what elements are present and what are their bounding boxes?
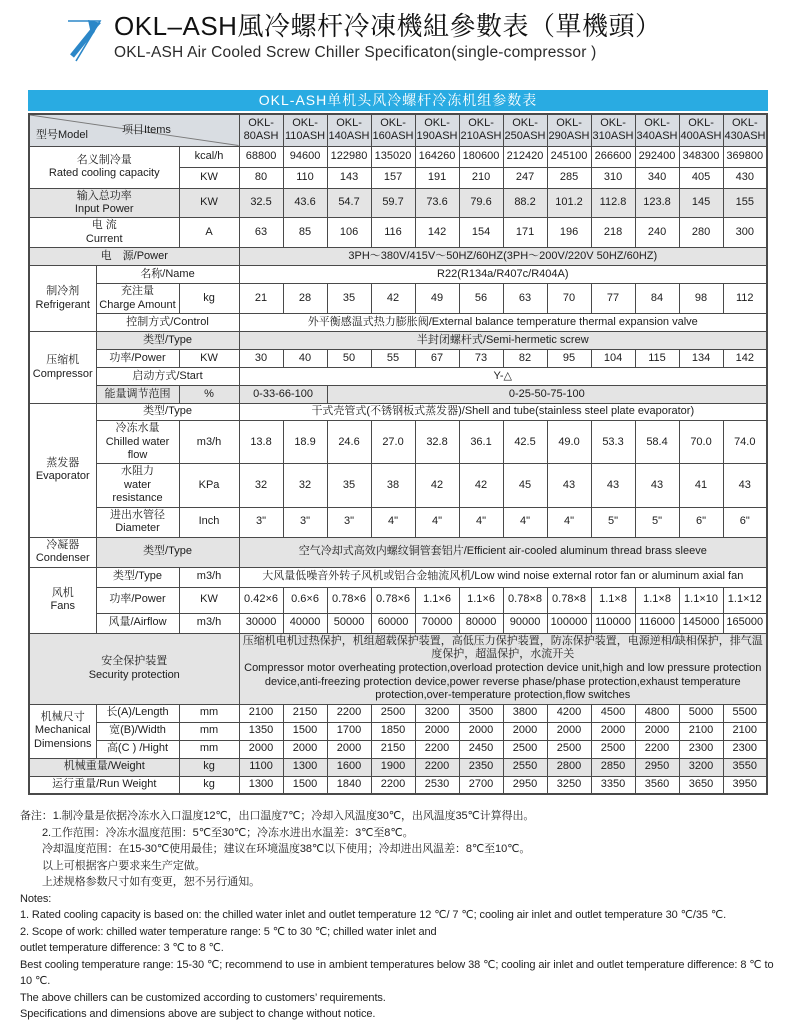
value-cell: 70.0 — [679, 421, 723, 464]
note-line: The above chillers can be customized according to customers’ requirements. — [20, 991, 386, 1004]
model-header-cell: OKL- 310ASH — [591, 114, 635, 146]
value-cell: 1600 — [327, 758, 371, 776]
value-cell: 4" — [371, 507, 415, 537]
unit-cell: mm — [179, 722, 239, 740]
value-cell: 165000 — [723, 613, 767, 633]
merged-value-cell: R22(R134a/R407c/R404A) — [239, 266, 767, 284]
group-cell: 冷凝器 Condenser — [29, 537, 96, 567]
value-cell: 3" — [327, 507, 371, 537]
note-line: 以上可根据客户要求来生产定做。 — [42, 859, 206, 872]
model-header-cell: OKL- 160ASH — [371, 114, 415, 146]
value-cell: 43 — [635, 464, 679, 507]
row-label-cell: 输入总功率 Input Power — [29, 188, 179, 218]
value-cell: 50000 — [327, 613, 371, 633]
value-cell: 2200 — [327, 704, 371, 722]
value-cell: 116000 — [635, 613, 679, 633]
row-label-cell: 功率/Power — [96, 587, 179, 613]
value-cell: 2100 — [723, 722, 767, 740]
value-cell: 2500 — [371, 704, 415, 722]
value-cell: 2950 — [635, 758, 679, 776]
value-cell: 30000 — [239, 613, 283, 633]
row-label-cell: 启动方式/Start — [96, 368, 239, 386]
model-header-cell: OKL- 400ASH — [679, 114, 723, 146]
value-cell: 0.78×6 — [327, 587, 371, 613]
model-header-cell: OKL- 250ASH — [503, 114, 547, 146]
unit-cell: mm — [179, 704, 239, 722]
value-cell: 155 — [723, 188, 767, 218]
value-cell: 85 — [283, 218, 327, 248]
value-cell: 145 — [679, 188, 723, 218]
value-cell: 4200 — [547, 704, 591, 722]
model-header-cell: OKL- 210ASH — [459, 114, 503, 146]
value-cell: 42 — [371, 284, 415, 314]
unit-cell: kg — [179, 758, 239, 776]
unit-cell: m3/h — [179, 613, 239, 633]
note-line: 2. Scope of work: chilled water temperature range: 5 ℃ to 30 ℃; chilled water inlet and — [20, 925, 437, 938]
unit-cell: A — [179, 218, 239, 248]
value-cell: 28 — [283, 284, 327, 314]
value-cell: 2150 — [371, 740, 415, 758]
value-cell: 2000 — [591, 722, 635, 740]
value-cell: 3350 — [591, 776, 635, 794]
value-cell: 38 — [371, 464, 415, 507]
value-cell: 2500 — [547, 740, 591, 758]
model-items-corner-cell — [29, 114, 239, 146]
value-cell: 280 — [679, 218, 723, 248]
value-cell: 49 — [415, 284, 459, 314]
value-cell: 32.8 — [415, 421, 459, 464]
page-title: OKL–ASH風冷螺杆冷凍機組參數表（單機頭） — [114, 11, 662, 41]
value-cell: 40000 — [283, 613, 327, 633]
unit-cell: KW — [179, 167, 239, 188]
model-header-cell: OKL- 110ASH — [283, 114, 327, 146]
value-cell: 135020 — [371, 146, 415, 167]
value-cell: 4" — [415, 507, 459, 537]
value-cell: 134 — [679, 350, 723, 368]
merged-value-cell: 3PH～380V/415V～50HZ/60HZ(3PH～200V/220V 50HZ/60HZ) — [239, 248, 767, 266]
value-cell: 1.1×6 — [415, 587, 459, 613]
model-header-cell: OKL- 190ASH — [415, 114, 459, 146]
value-cell: 300 — [723, 218, 767, 248]
unit-cell: kg — [179, 776, 239, 794]
value-cell: 106 — [327, 218, 371, 248]
value-cell: 2000 — [239, 740, 283, 758]
group-cell: 风机 Fans — [29, 567, 96, 633]
row-label-cell: 功率/Power — [96, 350, 179, 368]
value-cell: 35 — [327, 284, 371, 314]
value-cell: 2500 — [591, 740, 635, 758]
value-cell: 2450 — [459, 740, 503, 758]
value-cell: 2000 — [635, 722, 679, 740]
value-cell: 5500 — [723, 704, 767, 722]
value-cell: 1100 — [239, 758, 283, 776]
unit-cell: kcal/h — [179, 146, 239, 167]
value-cell: 84 — [635, 284, 679, 314]
value-cell: 405 — [679, 167, 723, 188]
value-cell: 122980 — [327, 146, 371, 167]
value-cell: 3650 — [679, 776, 723, 794]
value-cell: 0.78×8 — [503, 587, 547, 613]
value-cell: 2550 — [503, 758, 547, 776]
value-cell: 95 — [547, 350, 591, 368]
row-label-cell: 类型/Type — [96, 567, 179, 587]
value-cell: 196 — [547, 218, 591, 248]
row-label-cell: 电 流 Current — [29, 218, 179, 248]
value-cell: 1700 — [327, 722, 371, 740]
value-cell: 94600 — [283, 146, 327, 167]
value-cell: 5" — [591, 507, 635, 537]
model-header-cell: OKL- 290ASH — [547, 114, 591, 146]
value-cell: 53.3 — [591, 421, 635, 464]
unit-cell: Inch — [179, 507, 239, 537]
arrow-up-right-icon — [64, 14, 106, 64]
value-cell: 2350 — [459, 758, 503, 776]
value-cell: 210 — [459, 167, 503, 188]
value-cell: 2200 — [415, 740, 459, 758]
value-cell: 1.1×8 — [591, 587, 635, 613]
row-label-cell: 宽(B)/Width — [96, 722, 179, 740]
unit-cell: KW — [179, 587, 239, 613]
value-cell: 13.8 — [239, 421, 283, 464]
unit-cell: mm — [179, 740, 239, 758]
title-block — [114, 10, 661, 62]
value-cell: 1.1×6 — [459, 587, 503, 613]
note-line: 上述规格参数尺寸如有变更，恕不另行通知。 — [42, 876, 260, 889]
row-label-cell: 类型/Type — [96, 537, 239, 567]
value-cell: 1350 — [239, 722, 283, 740]
value-cell: 3560 — [635, 776, 679, 794]
row-label-cell: 类型/Type — [96, 332, 239, 350]
value-cell: 58.4 — [635, 421, 679, 464]
value-cell: 5" — [635, 507, 679, 537]
value-cell: 54.7 — [327, 188, 371, 218]
value-cell: 240 — [635, 218, 679, 248]
value-cell: 2800 — [547, 758, 591, 776]
security-text: 压缩机电机过热保护，机组超载保护装置，高低压力保护装置，防冻保护装置，电源逆相/缺相保护，排气温度保护，超温保护，水流开关 Compressor motor overheating protection,overload protection device unit,high and low pressure protection device,anti-freezing protection device,power reverse phase/phase protection,exhaust temperature protection,over-temperature protection,flow switches — [239, 633, 767, 704]
value-cell: 0.78×8 — [547, 587, 591, 613]
value-cell: 2000 — [415, 722, 459, 740]
row-label-cell: 进出水管径 Diameter — [96, 507, 179, 537]
row-label-cell: 名义制冷量 Rated cooling capacity — [29, 146, 179, 188]
value-cell: 142 — [415, 218, 459, 248]
value-cell: 2200 — [415, 758, 459, 776]
value-cell: 4" — [503, 507, 547, 537]
spec-table — [28, 113, 768, 795]
value-cell: 1840 — [327, 776, 371, 794]
merged-value-cell: Y-△ — [239, 368, 767, 386]
group-cell: 压缩机 Compressor — [29, 332, 96, 404]
value-cell: 3250 — [547, 776, 591, 794]
value-cell: 2150 — [283, 704, 327, 722]
value-cell: 1500 — [283, 722, 327, 740]
merged-value-cell: 大风量低噪音外转子风机或铝合金轴流风机/Low wind noise external rotor fan or aluminum axial fan — [239, 567, 767, 587]
value-cell: 116 — [371, 218, 415, 248]
value-cell: 2300 — [723, 740, 767, 758]
value-cell: 115 — [635, 350, 679, 368]
value-cell: 59.7 — [371, 188, 415, 218]
page-subtitle: OKL-ASH Air Cooled Screw Chiller Specificaton(single-compressor ) — [114, 43, 597, 61]
row-label-cell: 运行重量/Run Weight — [29, 776, 179, 794]
model-header-cell: OKL- 140ASH — [327, 114, 371, 146]
value-cell: 157 — [371, 167, 415, 188]
value-cell: 1500 — [283, 776, 327, 794]
value-cell: 74.0 — [723, 421, 767, 464]
value-cell: 24.6 — [327, 421, 371, 464]
value-cell: 68800 — [239, 146, 283, 167]
value-cell: 191 — [415, 167, 459, 188]
value-cell: 1.1×12 — [723, 587, 767, 613]
value-cell: 3500 — [459, 704, 503, 722]
value-cell: 56 — [459, 284, 503, 314]
value-cell: 3200 — [679, 758, 723, 776]
value-cell: 90000 — [503, 613, 547, 633]
value-cell: 3550 — [723, 758, 767, 776]
value-cell: 266600 — [591, 146, 635, 167]
model-header-cell: OKL- 430ASH — [723, 114, 767, 146]
value-cell: 110000 — [591, 613, 635, 633]
value-cell: 43 — [591, 464, 635, 507]
value-cell: 55 — [371, 350, 415, 368]
row-label-cell: 冷冻水量 Chilled water flow — [96, 421, 179, 464]
value-cell: 3200 — [415, 704, 459, 722]
note-line: 备注：1.制冷量是依据冷冻水入口温度12℃，出口温度7℃；冷却入风温度30℃，出风温度35℃计算得出。 — [20, 810, 535, 823]
value-cell: 18.9 — [283, 421, 327, 464]
value-cell: 1900 — [371, 758, 415, 776]
value-cell: 80 — [239, 167, 283, 188]
value-cell: 5000 — [679, 704, 723, 722]
value-cell: 245100 — [547, 146, 591, 167]
value-cell: 285 — [547, 167, 591, 188]
value-cell: 430 — [723, 167, 767, 188]
value-cell: 2500 — [503, 740, 547, 758]
items-label: 项目Items — [122, 124, 171, 136]
value-cell: 32 — [239, 464, 283, 507]
note-line: Best cooling temperature range: 15-30 ℃; recommend to use in ambient temperatures below 38 ℃; cooling air inlet and outlet temperature difference: 8 ℃ to 10 ℃. — [20, 958, 774, 988]
value-cell: 63 — [503, 284, 547, 314]
value-cell: 2200 — [635, 740, 679, 758]
value-cell: 41 — [679, 464, 723, 507]
unit-cell: KPa — [179, 464, 239, 507]
value-cell: 2000 — [459, 722, 503, 740]
value-cell: 171 — [503, 218, 547, 248]
value-cell: 164260 — [415, 146, 459, 167]
value-cell: 43 — [547, 464, 591, 507]
note-line: 1. Rated cooling capacity is based on: the chilled water inlet and outlet temperature 12 ℃/ 7 ℃; cooling air inlet and outlet temperature 30 ℃/35 ℃. — [20, 909, 727, 922]
value-cell: 32 — [283, 464, 327, 507]
page-header — [0, 0, 790, 82]
group-cell: 蒸发器 Evaporator — [29, 404, 96, 537]
model-label: 型号Model — [36, 129, 88, 142]
value-cell: 348300 — [679, 146, 723, 167]
split-value-cell: 0-33-66-100 — [239, 386, 327, 404]
value-cell: 77 — [591, 284, 635, 314]
value-cell: 154 — [459, 218, 503, 248]
row-label-cell: 长(A)/Length — [96, 704, 179, 722]
value-cell: 1.1×10 — [679, 587, 723, 613]
value-cell: 180600 — [459, 146, 503, 167]
value-cell: 2200 — [371, 776, 415, 794]
value-cell: 340 — [635, 167, 679, 188]
row-label-cell: 控制方式/Control — [96, 314, 239, 332]
value-cell: 3" — [283, 507, 327, 537]
unit-cell: % — [179, 386, 239, 404]
value-cell: 143 — [327, 167, 371, 188]
value-cell: 43 — [723, 464, 767, 507]
value-cell: 142 — [723, 350, 767, 368]
value-cell: 60000 — [371, 613, 415, 633]
value-cell: 292400 — [635, 146, 679, 167]
value-cell: 369800 — [723, 146, 767, 167]
value-cell: 63 — [239, 218, 283, 248]
row-label-cell: 充注量 Charge Amount — [96, 284, 179, 314]
value-cell: 2300 — [679, 740, 723, 758]
value-cell: 2700 — [459, 776, 503, 794]
value-cell: 40 — [283, 350, 327, 368]
value-cell: 80000 — [459, 613, 503, 633]
note-line: outlet temperature difference: 3 ℃ to 8 ℃. — [20, 942, 224, 955]
merged-value-cell: 空气冷却式高效内螺纹铜管套铝片/Efficient air-cooled aluminum thread brass sleeve — [239, 537, 767, 567]
value-cell: 73 — [459, 350, 503, 368]
value-cell: 49.0 — [547, 421, 591, 464]
note-line: Notes: — [20, 892, 52, 905]
value-cell: 42 — [459, 464, 503, 507]
value-cell: 36.1 — [459, 421, 503, 464]
value-cell: 50 — [327, 350, 371, 368]
value-cell: 2850 — [591, 758, 635, 776]
merged-value-cell: 外平衡感温式热力膨胀阀/External balance temperature thermal expansion valve — [239, 314, 767, 332]
value-cell: 42 — [415, 464, 459, 507]
value-cell: 123.8 — [635, 188, 679, 218]
value-cell: 27.0 — [371, 421, 415, 464]
value-cell: 212420 — [503, 146, 547, 167]
value-cell: 1850 — [371, 722, 415, 740]
group-cell: 制冷剂 Refrigerant — [29, 266, 96, 332]
value-cell: 3950 — [723, 776, 767, 794]
model-header-cell: OKL- 340ASH — [635, 114, 679, 146]
value-cell: 4" — [459, 507, 503, 537]
value-cell: 6" — [679, 507, 723, 537]
value-cell: 1300 — [283, 758, 327, 776]
value-cell: 1.1×8 — [635, 587, 679, 613]
merged-value-cell: 半封闭螺杆式/Semi-hermetic screw — [239, 332, 767, 350]
value-cell: 0.78×6 — [371, 587, 415, 613]
value-cell: 70 — [547, 284, 591, 314]
row-label-cell: 机械重量/Weight — [29, 758, 179, 776]
value-cell: 100000 — [547, 613, 591, 633]
value-cell: 104 — [591, 350, 635, 368]
value-cell: 79.6 — [459, 188, 503, 218]
value-cell: 110 — [283, 167, 327, 188]
value-cell: 3" — [239, 507, 283, 537]
row-label-cell: 能量调节范围 — [96, 386, 179, 404]
value-cell: 2100 — [239, 704, 283, 722]
group-cell: 机械尺寸 Mechanical Dimensions — [29, 704, 96, 758]
value-cell: 70000 — [415, 613, 459, 633]
value-cell: 98 — [679, 284, 723, 314]
value-cell: 82 — [503, 350, 547, 368]
value-cell: 2000 — [283, 740, 327, 758]
value-cell: 2100 — [679, 722, 723, 740]
value-cell: 4" — [547, 507, 591, 537]
row-label-cell: 安全保护装置 Security protection — [29, 633, 239, 704]
value-cell: 2000 — [327, 740, 371, 758]
value-cell: 145000 — [679, 613, 723, 633]
merged-value-cell: 干式壳管式(不锈钢板式蒸发器)/Shell and tube(stainless steel plate evaporator) — [239, 404, 767, 421]
value-cell: 218 — [591, 218, 635, 248]
value-cell: 310 — [591, 167, 635, 188]
value-cell: 88.2 — [503, 188, 547, 218]
value-cell: 4800 — [635, 704, 679, 722]
value-cell: 2000 — [547, 722, 591, 740]
unit-cell: KW — [179, 188, 239, 218]
value-cell: 2000 — [503, 722, 547, 740]
model-header-cell: OKL- 80ASH — [239, 114, 283, 146]
note-line: 2.工作范围：冷冻水温度范围：5℃至30℃；冷冻水进出水温差：3℃至8℃。 — [42, 826, 414, 839]
value-cell: 35 — [327, 464, 371, 507]
value-cell: 32.5 — [239, 188, 283, 218]
value-cell: 4500 — [591, 704, 635, 722]
value-cell: 21 — [239, 284, 283, 314]
value-cell: 0.42×6 — [239, 587, 283, 613]
value-cell: 0.6×6 — [283, 587, 327, 613]
unit-cell: KW — [179, 350, 239, 368]
value-cell: 247 — [503, 167, 547, 188]
value-cell: 1300 — [239, 776, 283, 794]
unit-cell: m3/h — [179, 421, 239, 464]
note-line: Specifications and dimensions above are subject to change without notice. — [20, 1008, 376, 1021]
notes — [20, 808, 782, 1023]
value-cell: 30 — [239, 350, 283, 368]
row-label-cell: 高(C ) /Hight — [96, 740, 179, 758]
value-cell: 101.2 — [547, 188, 591, 218]
value-cell: 2530 — [415, 776, 459, 794]
value-cell: 42.5 — [503, 421, 547, 464]
table-banner: OKL-ASH单机头风冷螺杆冷冻机组参数表 — [28, 90, 768, 111]
value-cell: 6" — [723, 507, 767, 537]
row-label-cell: 风量/Airflow — [96, 613, 179, 633]
value-cell: 3800 — [503, 704, 547, 722]
value-cell: 45 — [503, 464, 547, 507]
split-value-cell: 0-25-50-75-100 — [327, 386, 767, 404]
value-cell: 2950 — [503, 776, 547, 794]
row-label-cell: 名称/Name — [96, 266, 239, 284]
value-cell: 67 — [415, 350, 459, 368]
value-cell: 112 — [723, 284, 767, 314]
unit-cell: m3/h — [179, 567, 239, 587]
note-line: 冷却温度范围：在15-30℃使用最佳；建议在环境温度38℃以下使用；冷却进出风温差：8℃至10℃。 — [42, 843, 531, 856]
row-label-cell: 电 源/Power — [29, 248, 239, 266]
value-cell: 43.6 — [283, 188, 327, 218]
row-label-cell: 水阻力 water resistance — [96, 464, 179, 507]
unit-cell: kg — [179, 284, 239, 314]
value-cell: 112.8 — [591, 188, 635, 218]
row-label-cell: 类型/Type — [96, 404, 239, 421]
value-cell: 73.6 — [415, 188, 459, 218]
spec-table-wrap — [28, 90, 768, 795]
